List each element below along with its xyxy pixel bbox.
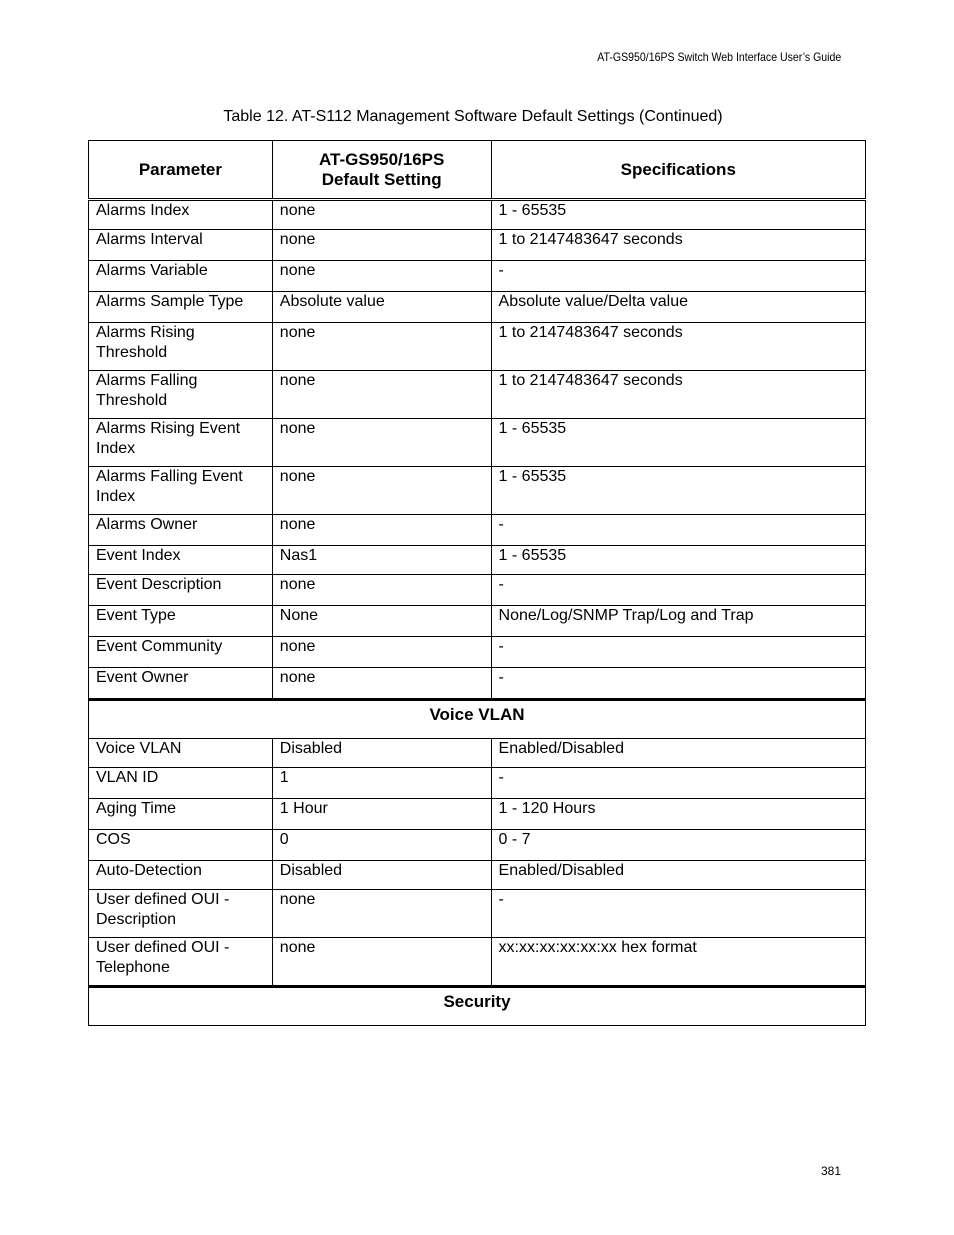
default-settings-table	[88, 140, 866, 1026]
spec-cell: None/Log/SNMP Trap/Log and Trap	[491, 606, 865, 637]
parameter-cell: Aging Time	[89, 799, 273, 830]
table-row	[89, 230, 866, 261]
table-row	[89, 861, 866, 890]
parameter-cell: Voice VLAN	[89, 739, 273, 768]
parameter-cell: Alarms Index	[89, 200, 273, 230]
default-cell: Disabled	[272, 739, 491, 768]
column-header-default-setting	[272, 141, 491, 200]
default-cell: Nas1	[272, 546, 491, 575]
default-cell: none	[272, 371, 491, 419]
column-header-parameter: Parameter	[89, 141, 273, 200]
spec-cell: -	[491, 768, 865, 799]
default-cell: none	[272, 230, 491, 261]
default-cell: none	[272, 575, 491, 606]
parameter-cell: Alarms Interval	[89, 230, 273, 261]
table-row	[89, 606, 866, 637]
column-header-default-setting-line1: AT-GS950/16PS	[318, 149, 445, 169]
default-cell: none	[272, 419, 491, 467]
spec-cell: xx:xx:xx:xx:xx:xx hex format	[491, 938, 865, 987]
page-number: 381	[820, 1164, 841, 1178]
default-cell: Disabled	[272, 861, 491, 890]
spec-cell: 1 - 65535	[491, 419, 865, 467]
spec-cell: 1 - 65535	[491, 200, 865, 230]
column-header-specifications: Specifications	[491, 141, 865, 200]
parameter-cell: Alarms Falling Event Index	[89, 467, 273, 515]
spec-cell: -	[491, 637, 865, 668]
default-cell: Absolute value	[272, 292, 491, 323]
parameter-cell: Alarms Rising Threshold	[89, 323, 273, 371]
default-cell: none	[272, 515, 491, 546]
parameter-cell: Event Index	[89, 546, 273, 575]
table-row	[89, 261, 866, 292]
default-cell: none	[272, 890, 491, 938]
parameter-cell: Alarms Rising Event Index	[89, 419, 273, 467]
default-cell: 1 Hour	[272, 799, 491, 830]
spec-cell: -	[491, 261, 865, 292]
spec-cell: Enabled/Disabled	[491, 861, 865, 890]
spec-cell: 1 - 65535	[491, 546, 865, 575]
table-row	[89, 292, 866, 323]
parameter-cell: Event Owner	[89, 668, 273, 700]
parameter-cell: User defined OUI - Telephone	[89, 938, 273, 987]
parameter-cell: Alarms Sample Type	[89, 292, 273, 323]
spec-cell: Absolute value/Delta value	[491, 292, 865, 323]
spec-cell: -	[491, 575, 865, 606]
table-row	[89, 768, 866, 799]
section-row-voice-vlan	[89, 700, 866, 739]
parameter-cell: Event Description	[89, 575, 273, 606]
spec-cell: 1 - 65535	[491, 467, 865, 515]
parameter-cell: User defined OUI - Description	[89, 890, 273, 938]
table-row	[89, 799, 866, 830]
table-row	[89, 200, 866, 230]
table-row	[89, 515, 866, 546]
default-cell: none	[272, 668, 491, 700]
default-cell: none	[272, 323, 491, 371]
default-cell: 0	[272, 830, 491, 861]
default-cell: 1	[272, 768, 491, 799]
table-row	[89, 739, 866, 768]
default-cell: none	[272, 938, 491, 987]
table-row	[89, 419, 866, 467]
table-row	[89, 637, 866, 668]
parameter-cell: Alarms Variable	[89, 261, 273, 292]
table-row	[89, 546, 866, 575]
default-cell: none	[272, 637, 491, 668]
default-cell: none	[272, 261, 491, 292]
table-row	[89, 467, 866, 515]
column-header-default-setting-line2: Default Setting	[321, 169, 442, 189]
section-row-security	[89, 987, 866, 1026]
spec-cell: 1 to 2147483647 seconds	[491, 230, 865, 261]
table-row	[89, 371, 866, 419]
spec-cell: 1 to 2147483647 seconds	[491, 371, 865, 419]
default-cell: None	[272, 606, 491, 637]
default-cell: none	[272, 200, 491, 230]
spec-cell: -	[491, 515, 865, 546]
table-caption: Table 12. AT-S112 Management Software Default Settings (Continued)	[223, 108, 723, 125]
parameter-cell: Alarms Owner	[89, 515, 273, 546]
parameter-cell: VLAN ID	[89, 768, 273, 799]
table-row	[89, 938, 866, 987]
spec-cell: Enabled/Disabled	[491, 739, 865, 768]
parameter-cell: Alarms Falling Threshold	[89, 371, 273, 419]
section-title-security: Security	[89, 987, 866, 1026]
spec-cell: 1 to 2147483647 seconds	[491, 323, 865, 371]
table-row	[89, 668, 866, 700]
table-row	[89, 323, 866, 371]
default-cell: none	[272, 467, 491, 515]
parameter-cell: Event Community	[89, 637, 273, 668]
section-title-voice-vlan: Voice VLAN	[89, 700, 866, 739]
spec-cell: -	[491, 668, 865, 700]
spec-cell: -	[491, 890, 865, 938]
parameter-cell: Auto-Detection	[89, 861, 273, 890]
table-header-row	[89, 141, 866, 200]
running-header: AT-GS950/16PS Switch Web Interface User’s Guide	[597, 50, 841, 64]
spec-cell: 1 - 120 Hours	[491, 799, 865, 830]
spec-cell: 0 - 7	[491, 830, 865, 861]
table-row	[89, 890, 866, 938]
table-row	[89, 830, 866, 861]
parameter-cell: Event Type	[89, 606, 273, 637]
table-row	[89, 575, 866, 606]
parameter-cell: COS	[89, 830, 273, 861]
